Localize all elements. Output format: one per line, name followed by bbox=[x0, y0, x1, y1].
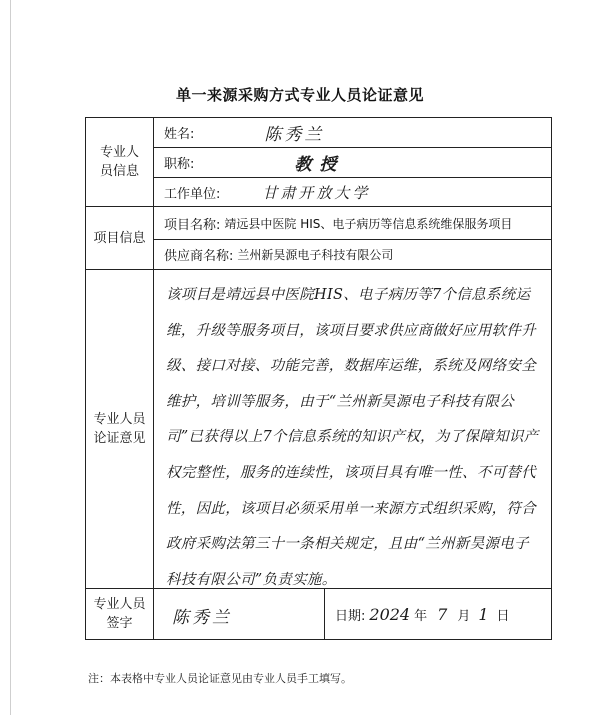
project-name-label: 项目名称: bbox=[164, 217, 221, 233]
footnote: 注：本表格中专业人员论证意见由专业人员手工填写。 bbox=[88, 672, 352, 685]
opinion-header bbox=[86, 270, 154, 589]
unit-value: 甘肃开放大学 bbox=[262, 183, 371, 202]
expert-opinion-form bbox=[85, 117, 552, 640]
supplier-cell bbox=[154, 240, 552, 270]
unit-cell bbox=[154, 178, 552, 207]
project-info-header bbox=[86, 207, 154, 270]
name-value: 陈秀兰 bbox=[264, 125, 325, 145]
project-info-header-label: 项目信息 bbox=[93, 230, 146, 246]
expert-info-header bbox=[86, 118, 154, 207]
handwritten-signature: 陈秀兰 bbox=[172, 608, 232, 628]
date-day: 1 bbox=[478, 604, 489, 624]
supplier-label: 供应商名称: bbox=[164, 249, 234, 264]
title-cell bbox=[154, 148, 552, 178]
date-year-unit: 年 bbox=[414, 608, 428, 624]
document-title: 单一来源采购方式专业人员论证意见 bbox=[175, 86, 424, 104]
date-label: 日期: bbox=[335, 608, 366, 624]
signature-header bbox=[86, 589, 154, 640]
project-name-cell bbox=[154, 207, 552, 240]
supplier-value: 兰州新昊源电子科技有限公司 bbox=[237, 248, 394, 262]
date-month-unit: 月 bbox=[457, 608, 471, 624]
date-month: 7 bbox=[437, 604, 448, 624]
name-cell bbox=[154, 118, 552, 148]
date-box bbox=[325, 589, 510, 639]
title-value: 教授 bbox=[294, 155, 345, 175]
signature-box bbox=[154, 589, 325, 639]
date-year: 2024 bbox=[369, 604, 411, 624]
signature-date-cell bbox=[154, 589, 552, 640]
title-label: 职称: bbox=[164, 157, 195, 172]
date-day-unit: 日 bbox=[496, 608, 510, 624]
unit-label: 工作单位: bbox=[164, 186, 221, 202]
opinion-cell bbox=[154, 270, 552, 589]
name-label: 姓名: bbox=[164, 127, 195, 142]
expert-info-header-label: 专业人员信息 bbox=[99, 145, 139, 179]
page-edge-line bbox=[10, 0, 11, 715]
signature-header-label: 专业人员签字 bbox=[93, 597, 146, 631]
opinion-handwritten-text: 该项目是靖远县中医院HIS、电子病历等7个信息系统运维，升级等服务项目，该项目要求供应商做好应用软件升级、接口对接、功能完善，数据库运维，系统及网络安全维护，培训等服务，由于“兰州新昊源电子科技有限公司”已获得以上7个信息系统的知识产权，为了保障知识产权完整性，服务的连续性，该项目具有唯一性、不可替代性，因此，该项目必须采用单一来源方式组织采购，符合政府采购法第三十一条相关规定，且由“兰州新昊源电子科技有限公司”负责实施。 bbox=[166, 287, 539, 588]
opinion-header-label: 专业人员论证意见 bbox=[93, 412, 146, 446]
project-name-value: 靖远县中医院 HIS、电子病历等信息系统维保服务项目 bbox=[224, 216, 513, 231]
